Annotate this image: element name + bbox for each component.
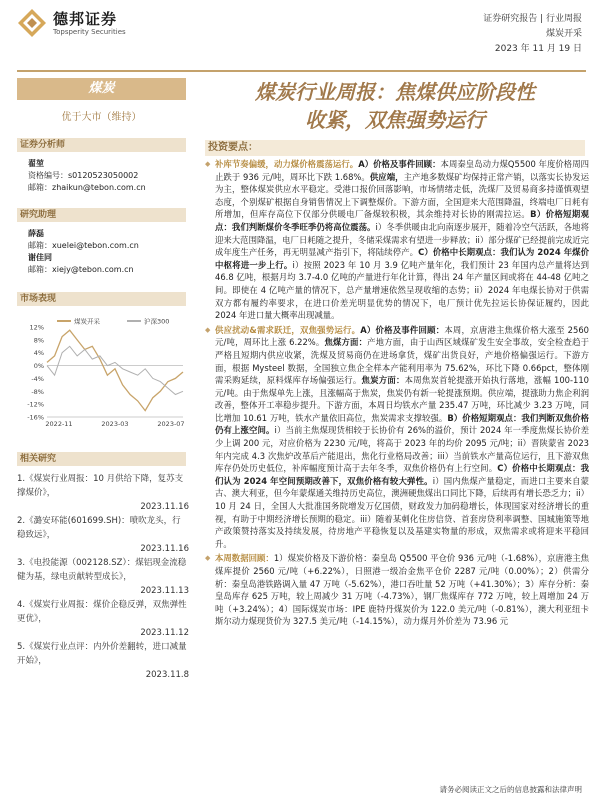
key-point-thermal-coal [205, 158, 589, 322]
related-item-date: 2023.11.16 [140, 544, 189, 554]
market-performance-chart [17, 315, 189, 430]
point-label: 焦煤方面： [324, 337, 368, 348]
related-item[interactable] [17, 598, 189, 640]
series-line [47, 346, 183, 394]
related-item[interactable] [17, 640, 189, 682]
x-tick-label: 2023-03 [101, 420, 129, 428]
report-title [205, 78, 585, 134]
point-label: C）价格中长期观点：我们认为 2024 年空间预期改善下，双焦价格有较大弹性。 [215, 463, 589, 486]
industry-label: 煤炭 [17, 78, 186, 100]
point-label: B）价格短期观点：我们判断煤价冬季旺季仍将高位震荡。 [215, 209, 589, 232]
y-tick-label: -12% [27, 400, 44, 409]
key-point-coking-coal [205, 324, 589, 551]
related-item-title: 2.《潞安环能(601699.SH)：喷吹龙头，行稳致远》， [17, 516, 181, 540]
related-section-header: 相关研究 [17, 452, 186, 466]
analyst-cert: 资格编号：s0120523050002 [28, 171, 139, 180]
related-list [17, 472, 189, 682]
legend-label: 沪深300 [144, 317, 170, 326]
series-line [47, 330, 183, 410]
report-title-line1: 煤炭行业周报：焦煤供应阶段性 [255, 80, 535, 104]
assistant-name: 薛磊 [28, 229, 44, 238]
x-tick-label: 2022-11 [45, 420, 73, 428]
point-text: 1）煤炭价格及下游价格：秦皇岛 Q5500 平仓价 936 元/吨（-1.68%），京唐港主焦煤库提价 2560 元/吨（+6.22%），日照港一级冶金焦平仓价 2287 元/吨（0.00%）；2）供需分析：秦皇岛港铁路调入量 47 万吨（-5.62%），港口吞吐量 52 万吨（+41.30%）；3）库存分析：秦皇岛库存 625 万吨，较上周减少 31 万吨（-4.73%），钢厂焦煤库存 772 万吨，较上周增加 24 万吨（+3.24%）；4）国际煤炭市场：IPE 鹿特丹煤炭价为 122.0 美元/吨（-0.81%），澳大利亚纽卡斯尔动力煤现货价为 327.5 美元/吨（-14.15%），动力煤月外价差为 73.96 元 [215, 553, 590, 627]
related-item-title: 3.《电投能源（002128.SZ）：煤铝现金流稳健为基，绿电贡献转型成长》， [17, 558, 187, 582]
x-tick-label: 2023-07 [157, 420, 185, 428]
point-label: A）价格及事件回顾： [360, 324, 445, 335]
disclaimer-footer: 请务必阅读正文之后的信息披露和法律声明 [439, 785, 582, 794]
analyst-block [28, 158, 146, 194]
point-label: C）价格中长期观点：我们认为 2024 年煤价中枢将进一步上行。 [215, 247, 589, 270]
related-item-date: 2023.11.13 [140, 586, 189, 596]
header-divider [17, 70, 586, 72]
logo-name: 德邦证券 [53, 10, 118, 28]
analyst-section-header: 证券分析师 [17, 138, 186, 152]
key-points-header: 投资要点： [205, 140, 585, 156]
point-label: 焦炭方面： [361, 375, 405, 386]
point-headline: 本周数据回顾： [215, 553, 274, 564]
point-text: 主产地多数煤矿均保持正常产销，以落实长协发运为主，整体煤炭供应水平稳定。受港口报价回落影响，市场情绪走低，洗煤厂及贸易商多持谨慎观望态度，个别煤矿根据自身销售情况上下调整煤价。下游方面，全国迎来大范围降温，终端电厂日耗有所增加，但库存高位下仅部分供暖电厂备煤较积极，其余维持对长协的刚需拉运。 [215, 171, 590, 220]
point-text: i）当前主焦煤现货相较于长协价有 26%的溢价，预计 2024 年一季度焦煤长协价差少上调 200 元，对应价格为 2230 元/吨，将高于 2023 年的均价 2095 元/吨；ii）晋陕蒙省 2023 年内完成 4.3 次焦炉改革后产能退出，焦化行业格局改善；iii）当前铁水产量高位运行，且下游双焦库存仍处历史低位，补库幅度预计高于去年冬季，双焦价格仍有上行空间。 [215, 425, 589, 474]
related-item-date: 2023.11.16 [140, 502, 189, 512]
related-item[interactable] [17, 556, 189, 598]
logo-mark-icon [17, 8, 47, 38]
assistant-name: 谢佳同 [28, 253, 52, 262]
point-text: 本周焦炭首轮提涨开始执行落地，涨幅 100-110 元/吨。由于焦煤单先上涨，且涨幅高于焦炭，焦炭仍有新一轮提涨预期。供应端，提涨助力焦企利润改善，整体开工率稳步提升。下游方面，本周日均铁水产量 235.47 万吨，环比减少 3.23 万吨，同比增加 10.61 万吨，铁水产量依旧高位，焦炭需求支撑较强。 [215, 375, 590, 423]
related-item-date: 2023.11.8 [145, 670, 189, 680]
chart-svg [17, 315, 189, 430]
assistant-section-header: 研究助理 [17, 208, 186, 222]
related-item-title: 4.《煤炭行业周报：煤价企稳反弹，双焦弹性更优》， [17, 600, 187, 624]
brand-logo [17, 6, 177, 42]
point-text: i）冬季供暖由北向南逐步展开，随着冷空气活跃，各地将迎来大范围降温，电厂日耗随之提升，冬储采煤需求有望进一步释放；ii）部分煤矿已经提前完成近完成年度生产任务，再无明显减产指引下，将陆续停产。 [215, 221, 590, 258]
point-headline: 供应扰动&需求跃迁，双焦强势运行。 [215, 324, 361, 335]
assistant-email: 邮箱：xuelei@tebon.com.cn [28, 241, 139, 250]
related-item[interactable] [17, 514, 189, 556]
report-type: 证券研究报告 | 行业周报 [483, 14, 582, 24]
y-tick-label: -4% [31, 374, 44, 383]
point-headline: 补库节奏偏缓，动力煤价格震荡运行。 [215, 159, 359, 169]
related-item[interactable] [17, 472, 189, 514]
point-label: A）价格及事件回顾： [358, 159, 441, 169]
report-meta [483, 12, 582, 57]
point-text: 本周秦皇岛动力煤Q5500 年度价格周四止跌于 936 元/吨，周环比下跌 1.68%。 [215, 159, 590, 182]
legend-label: 煤炭开采 [74, 317, 100, 326]
report-subtype: 煤炭开采 [545, 29, 582, 39]
industry-rating: 优于大市（维持） [61, 112, 142, 123]
point-label: 供应端， [369, 171, 404, 182]
point-label: B）价格短期观点：我们判断双焦价格仍有上涨空间。 [215, 412, 589, 436]
related-item-date: 2023.11.12 [140, 628, 189, 638]
point-text: i）国内焦煤产量稳定，而进口主要来自蒙古、澳大利亚，但今年蒙煤通关维持历史高位，澳洲硬焦煤出口同比下降，后续再有增长恐乏力；ii）10 月 24 日，全国人大批准国务院增发万亿国债，财政发力加码稳增长，体现国家对经济增长的重视，有助于中期经济增长预期的稳定。iii）随着某刺化住房信贷、首套房贷利率调整、国城施策等地产政策赞持落实及持续发展，待房地产平稳恢复以及基建实物量的形成，双焦需求或将迎来平稳回升。 [215, 475, 590, 549]
report-title-line2: 收紧，双焦强势运行 [305, 108, 485, 132]
y-tick-label: -8% [31, 387, 44, 396]
related-item-title: 1.《煤炭行业周报：10 月供给下降，复苏支撑煤价》， [17, 474, 184, 498]
point-text: 本周，京唐港主焦煤价格大涨至 2560 元/吨，周环比上涨 6.22%。 [215, 324, 589, 348]
assistant-block [28, 228, 139, 276]
related-item-title: 5.《煤炭行业点评：内外价差翻转，进口减量开始》， [17, 642, 187, 666]
point-text: 产地方面，由于山西区域煤矿发生安全事故，安全检查趋于严格且短期内供应收紧，洗煤及贸易商仍在进场拿货，煤矿出货良好，产地价格偏强运行。下游方面，根据 Mysteel 数据，全国独立焦企全样本产能利用率为 75.62%，环比下降 0.66pct，整体刚需采购延续，原料煤库存场偏强运行。 [215, 337, 589, 386]
y-tick-label: 0% [33, 362, 44, 371]
assistant-email: 邮箱：xiejy@tebon.com.cn [28, 265, 134, 274]
point-text: i）按照 2023 年 10 月 3.9 亿吨产量年化，我们预计 23 年国内总产量将达到 46.8 亿吨，根据月均 3.7-4.0 亿吨的产量进行年化计算，得出 24 年产量区间或将在 44-48 亿吨之间。即使在 4 亿吨产量的情况下，总产量增速依然呈现收缩的态势；ii）2024 年电煤长协对于供需双方都有履约率要求，在进口价差光明显优势的情况下，电厂预计优先拉运长协保证履约，因此 2024 年进口量大概率出现减量。 [215, 259, 589, 321]
analyst-name: 翟堃 [28, 159, 44, 168]
y-tick-label: 8% [33, 336, 44, 345]
y-tick-label: 12% [29, 323, 44, 332]
logo-english: Topsperity Securities [53, 28, 126, 36]
report-body [205, 158, 589, 630]
report-date: 2023 年 11 月 19 日 [494, 44, 582, 54]
y-tick-label: 4% [33, 349, 44, 358]
market-section-header: 市场表现 [17, 292, 186, 306]
y-tick-label: -16% [27, 413, 44, 422]
analyst-email: 邮箱：zhaikun@tebon.com.cn [28, 183, 146, 192]
key-point-weekly-data [205, 552, 589, 628]
